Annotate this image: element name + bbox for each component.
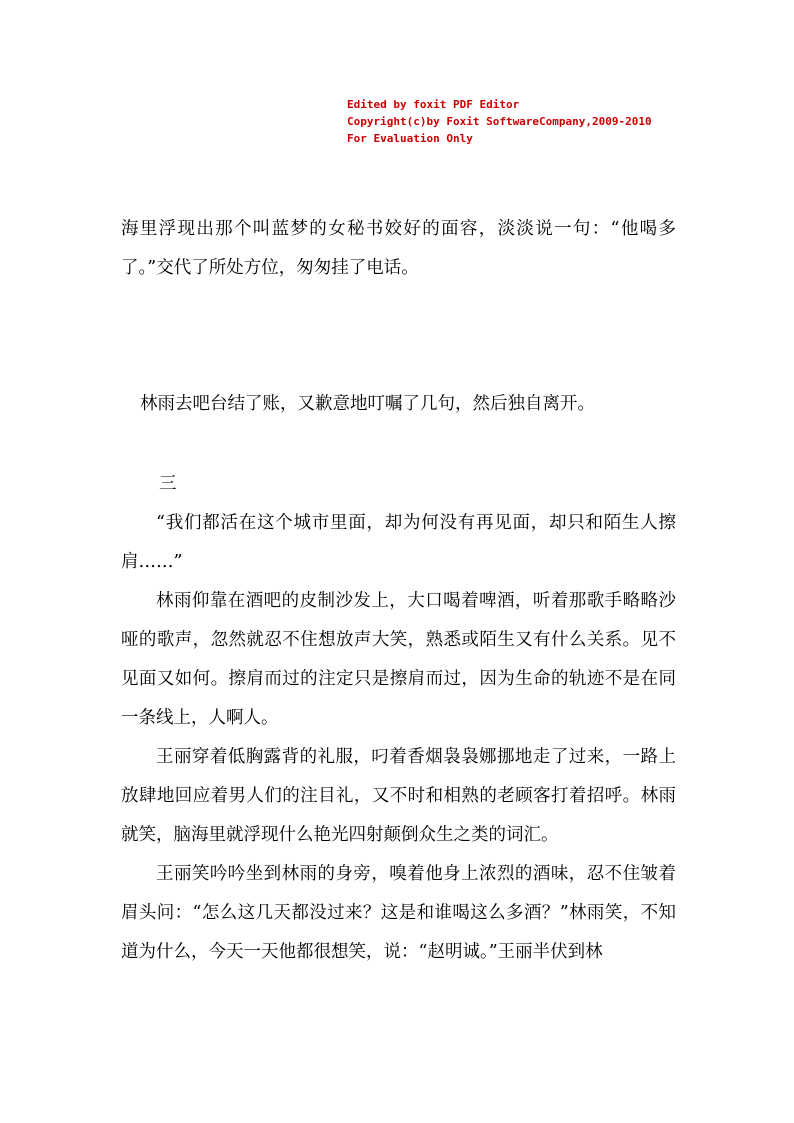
document-body — [121, 210, 676, 972]
paragraph-wangli-arrives: 王丽穿着低胸露背的礼服，叼着香烟袅袅娜挪地走了过来，一路上放肆地回应着男人们的注目礼，又不时和相熟的老顾客打着招呼。林雨就笑，脑海里就浮现什么艳光四射颠倒众生之类的词汇。 — [121, 747, 676, 845]
evaluation-watermark — [347, 96, 652, 147]
paragraph-bar: 林雨仰靠在酒吧的皮制沙发上，大口喝着啤酒，听着那歌手略略沙哑的歌声，忽然就忍不住想放声大笑，熟悉或陌生又有什么关系。见不见面又如何。擦肩而过的注定只是擦肩而过，因为生命的轨迹不是在同一条线上，人啊人。 — [121, 591, 676, 728]
paragraph-spacer — [121, 288, 676, 385]
paragraph-spacer — [121, 424, 676, 465]
paragraph-continued: 海里浮现出那个叫蓝梦的女秘书姣好的面容，淡淡说一句：“他喝多了。”交代了所处方位，匆匆挂了电话。 — [121, 219, 676, 278]
watermark-line-1: Edited by foxit PDF Editor — [347, 98, 520, 111]
watermark-line-3: For Evaluation Only — [347, 132, 473, 145]
watermark-line-2: Copyright(c)by Foxit SoftwareCompany,2009-2010 — [347, 115, 652, 128]
paragraph-lyrics: “我们都活在这个城市里面，却为何没有再见面，却只和陌生人擦肩……” — [121, 513, 676, 572]
paragraph-wangli-sits: 王丽笑吟吟坐到林雨的身旁，嗅着他身上浓烈的酒味，忍不住皱着眉头问：“怎么这几天都没过来？这是和谁喝这么多酒？”林雨笑，不知道为什么，今天一天他都很想笑，说：“赵明诚。”王丽半伏到林 — [121, 864, 676, 962]
section-heading: 三 — [159, 474, 177, 494]
paragraph-checkout: 林雨去吧台结了账，又歉意地叮嘱了几句，然后独自离开。 — [140, 394, 595, 414]
